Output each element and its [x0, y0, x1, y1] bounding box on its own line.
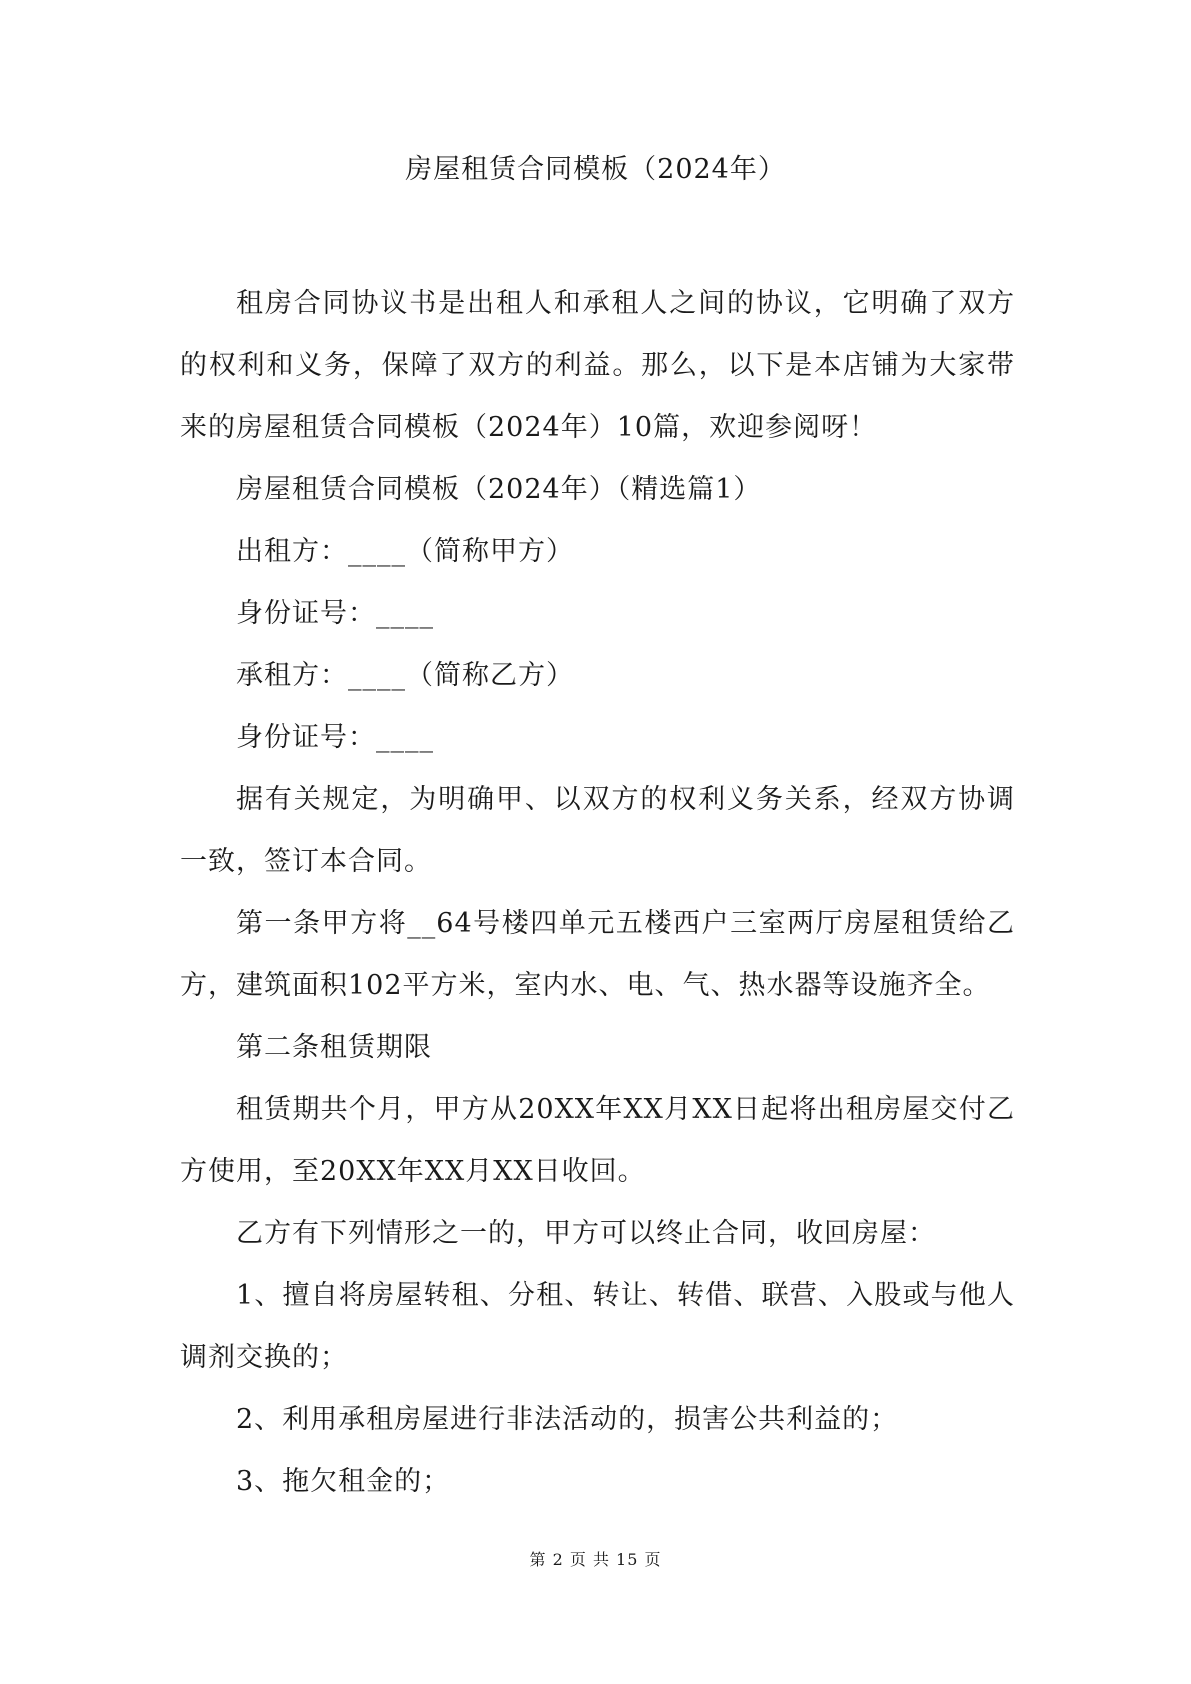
lessee-id-field: 身份证号：____ — [236, 722, 434, 753]
article-1-paragraph: 第一条甲方将__64号楼四单元五楼西户三室两厅房屋租赁给乙方，建筑面积102平方米，室内水、电、气、热水器等设施齐全。 — [180, 908, 1015, 1001]
lessor-field: 出租方：____（简称甲方） — [236, 536, 574, 567]
article-2-heading: 第二条租赁期限 — [236, 1032, 432, 1063]
termination-item-3: 3、拖欠租金的； — [236, 1466, 451, 1497]
document-title: 房屋租赁合同模板（2024年） — [405, 154, 786, 185]
document-body — [180, 273, 1015, 1513]
lessor-id-field: 身份证号：____ — [236, 598, 434, 629]
intro-paragraph: 租房合同协议书是出租人和承租人之间的协议，它明确了双方的权利和义务，保障了双方的利益。那么，以下是本店铺为大家带来的房屋租赁合同模板（2024年）10篇，欢迎参阅呀！ — [180, 288, 1015, 443]
lessee-field: 承租方：____（简称乙方） — [236, 660, 574, 691]
section-heading: 房屋租赁合同模板（2024年）（精选篇1） — [236, 474, 762, 505]
termination-item-1: 1、擅自将房屋转租、分租、转让、转借、联营、入股或与他人调剂交换的； — [180, 1280, 1015, 1373]
termination-item-2: 2、利用承租房屋进行非法活动的，损害公共利益的； — [236, 1404, 899, 1435]
termination-intro: 乙方有下列情形之一的，甲方可以终止合同，收回房屋： — [236, 1218, 936, 1249]
lease-term-paragraph: 租赁期共个月，甲方从20XX年XX月XX日起将出租房屋交付乙方使用，至20XX年XX月XX日收回。 — [180, 1094, 1015, 1187]
page-footer: 第 2 页 共 15 页 — [529, 1550, 662, 1569]
preamble-paragraph: 据有关规定，为明确甲、以双方的权利义务关系，经双方协调一致，签订本合同。 — [180, 784, 1015, 877]
